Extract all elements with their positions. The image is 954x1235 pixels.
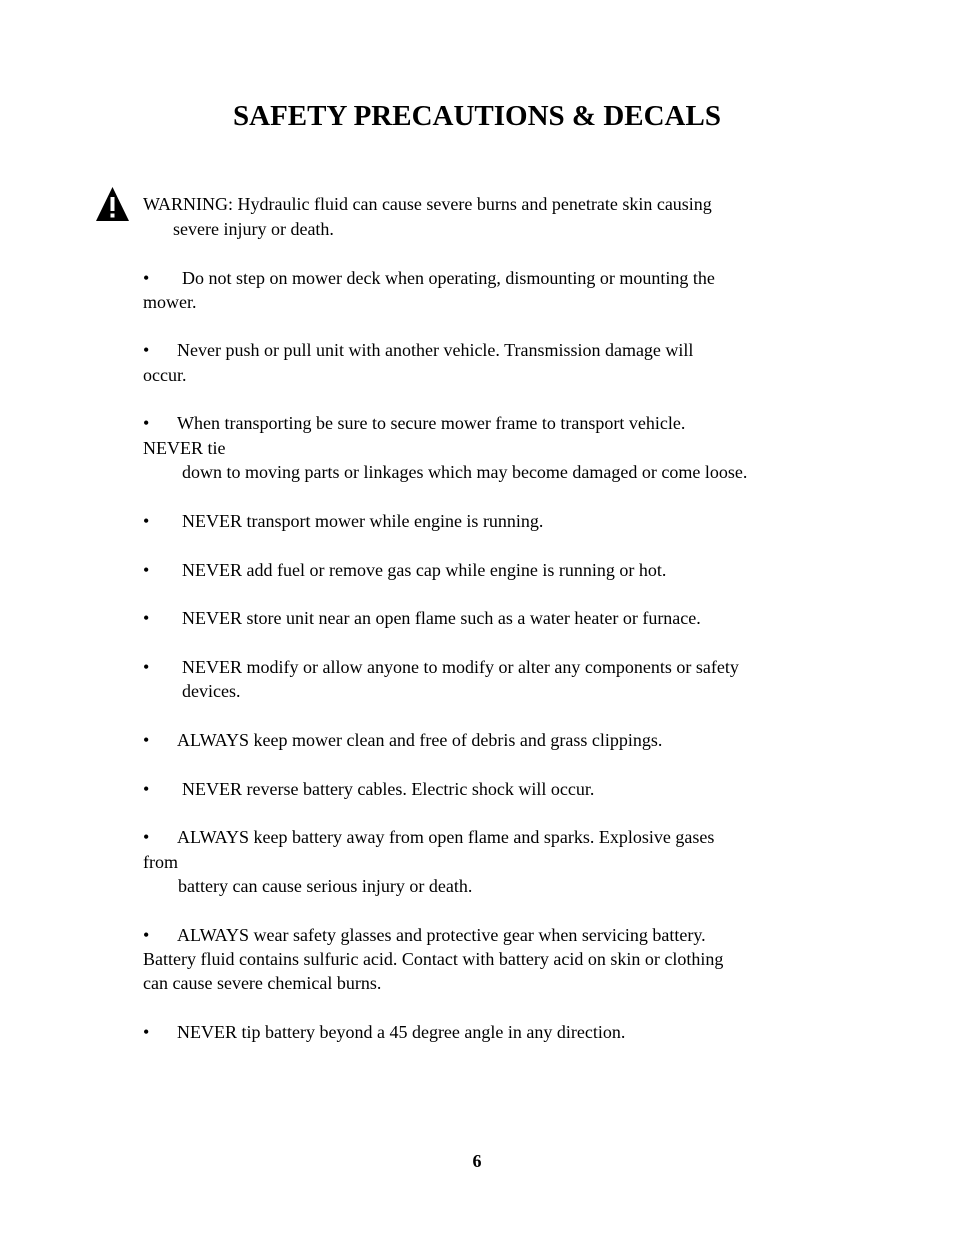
list-item-text: ALWAYS wear safety glasses and protective gear when servicing battery. bbox=[177, 925, 706, 945]
bullet-icon: • bbox=[143, 413, 150, 433]
warning-triangle-icon bbox=[95, 186, 130, 222]
bullet-icon: • bbox=[143, 511, 150, 531]
list-item-text: Battery fluid contains sulfuric acid. Contact with battery acid on skin or clothing bbox=[143, 949, 724, 969]
list-item-text: battery can cause serious injury or death. bbox=[178, 876, 473, 896]
list-item-text: NEVER store unit near an open flame such as a water heater or furnace. bbox=[182, 608, 701, 628]
list-item-text: NEVER add fuel or remove gas cap while engine is running or hot. bbox=[182, 560, 667, 580]
list-item-text: mower. bbox=[143, 292, 197, 312]
list-item-text: NEVER tip battery beyond a 45 degree angle in any direction. bbox=[177, 1022, 626, 1042]
bullet-icon: • bbox=[143, 1022, 150, 1042]
bullet-icon: • bbox=[143, 268, 150, 288]
bullet-icon: • bbox=[143, 925, 150, 945]
bullet-icon: • bbox=[143, 608, 150, 628]
list-item-text: NEVER reverse battery cables. Electric shock will occur. bbox=[182, 779, 595, 799]
list-item-text: devices. bbox=[182, 681, 241, 701]
list-item-text: from bbox=[143, 852, 178, 872]
list-item-text: Never push or pull unit with another vehicle. Transmission damage will bbox=[177, 340, 694, 360]
page-title: SAFETY PRECAUTIONS & DECALS bbox=[233, 100, 721, 132]
bullet-icon: • bbox=[143, 657, 150, 677]
list-item-text: When transporting be sure to secure mower frame to transport vehicle. bbox=[177, 413, 686, 433]
bullet-icon: • bbox=[143, 730, 150, 750]
list-item-text: Do not step on mower deck when operating, dismounting or mounting the bbox=[182, 268, 715, 288]
list-item-text: NEVER tie bbox=[143, 438, 226, 458]
warning-text-line-2: severe injury or death. bbox=[173, 219, 334, 239]
list-item-text: NEVER modify or allow anyone to modify or alter any components or safety bbox=[182, 657, 739, 677]
list-item-text: occur. bbox=[143, 365, 187, 385]
bullet-icon: • bbox=[143, 827, 150, 847]
bullet-icon: • bbox=[143, 560, 150, 580]
warning-text-line-1: WARNING: Hydraulic fluid can cause severe burns and penetrate skin causing bbox=[143, 194, 712, 214]
page-number: 6 bbox=[472, 1151, 482, 1171]
list-item-text: down to moving parts or linkages which may become damaged or come loose. bbox=[182, 462, 748, 482]
list-item-text: ALWAYS keep battery away from open flame and sparks. Explosive gases bbox=[177, 827, 715, 847]
bullet-icon: • bbox=[143, 779, 150, 799]
list-item-text: NEVER transport mower while engine is running. bbox=[182, 511, 544, 531]
bullet-icon: • bbox=[143, 340, 150, 360]
list-item-text: can cause severe chemical burns. bbox=[143, 973, 382, 993]
list-item-text: ALWAYS keep mower clean and free of debris and grass clippings. bbox=[177, 730, 663, 750]
